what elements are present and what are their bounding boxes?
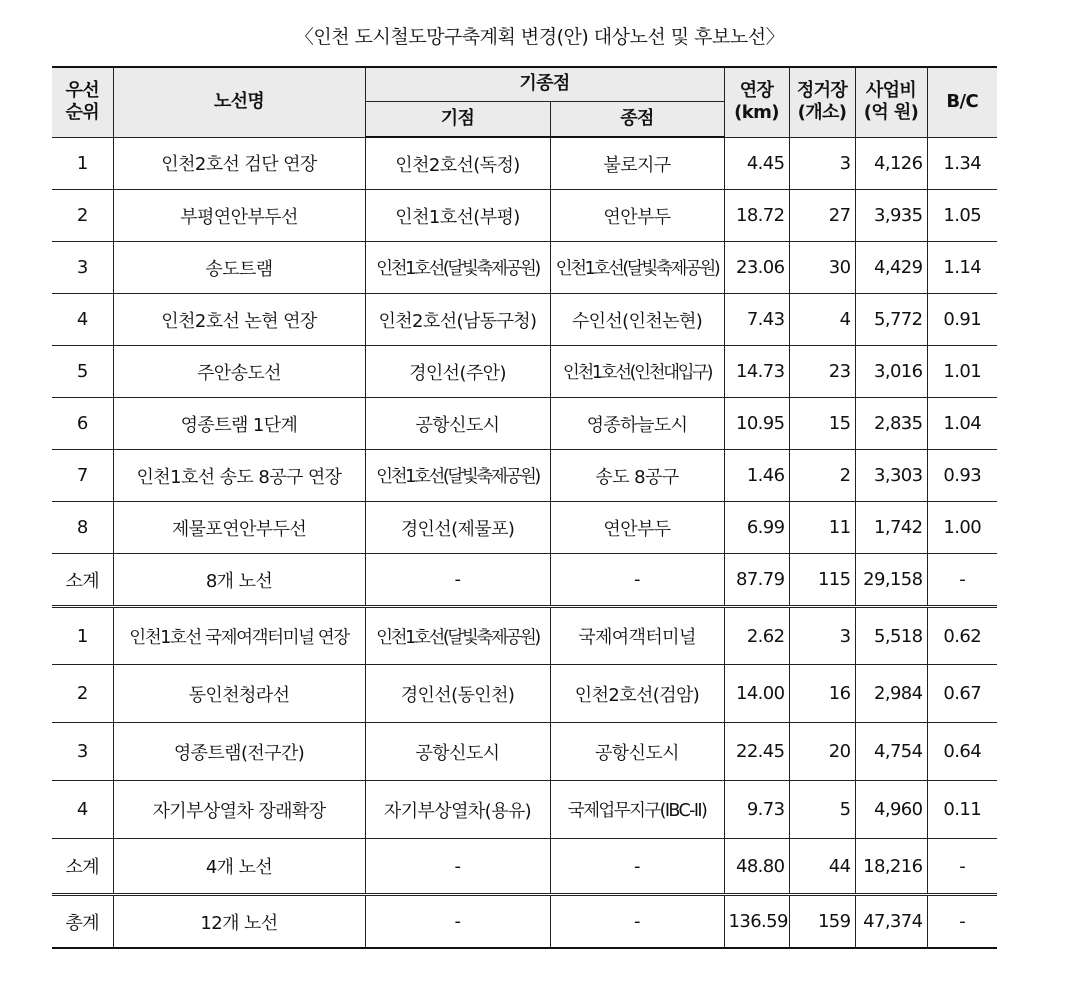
cell-end: 인천2호선(검암)	[550, 665, 724, 723]
cell-cost: 3,016	[855, 346, 927, 398]
table-row	[52, 242, 997, 294]
cell-length: 23.06	[724, 242, 789, 294]
cell-cost: 4,126	[855, 137, 927, 190]
cell-length: 2.62	[724, 607, 789, 665]
cell-stations: 3	[789, 607, 855, 665]
cell-cost: 1,742	[855, 502, 927, 554]
cell-stations: 11	[789, 502, 855, 554]
cell-rank: 소계	[52, 839, 113, 895]
header-cost: 사업비 (억 원)	[855, 67, 927, 137]
cell-end: 국제업무지구(IBC-II)	[550, 781, 724, 839]
cell-bc: 1.14	[927, 242, 997, 294]
cell-cost: 2,984	[855, 665, 927, 723]
table-row	[52, 607, 997, 665]
cell-rank: 6	[52, 398, 113, 450]
cell-stations: 27	[789, 190, 855, 242]
cell-stations: 20	[789, 723, 855, 781]
cell-rank: 2	[52, 665, 113, 723]
table-row	[52, 450, 997, 502]
cell-route: 송도트램	[113, 242, 365, 294]
cell-bc: 0.62	[927, 607, 997, 665]
cell-stations: 115	[789, 554, 855, 607]
cell-stations: 23	[789, 346, 855, 398]
cell-cost: 5,772	[855, 294, 927, 346]
cell-stations: 15	[789, 398, 855, 450]
cell-end: 수인선(인천논현)	[550, 294, 724, 346]
cell-route: 영종트램(전구간)	[113, 723, 365, 781]
cell-start: 공항신도시	[365, 723, 550, 781]
cell-rank: 3	[52, 242, 113, 294]
cell-rank: 8	[52, 502, 113, 554]
cell-length: 9.73	[724, 781, 789, 839]
cell-cost: 3,303	[855, 450, 927, 502]
cell-route: 동인천청라선	[113, 665, 365, 723]
cell-start: 인천1호선(달빛축제공원)	[365, 450, 550, 502]
cell-route: 인천2호선 검단 연장	[113, 137, 365, 190]
cell-end: -	[550, 895, 724, 949]
cell-length: 14.00	[724, 665, 789, 723]
cell-bc: 0.93	[927, 450, 997, 502]
header-endpoints: 기종점	[365, 67, 724, 101]
cell-end: 국제여객터미널	[550, 607, 724, 665]
subtotal-row	[52, 839, 997, 895]
cell-stations: 16	[789, 665, 855, 723]
cell-end: 인천1호선(달빛축제공원)	[550, 242, 724, 294]
cell-cost: 4,754	[855, 723, 927, 781]
table-row	[52, 398, 997, 450]
table-row	[52, 294, 997, 346]
cell-route: 주안송도선	[113, 346, 365, 398]
cell-stations: 44	[789, 839, 855, 895]
table-row	[52, 723, 997, 781]
cell-rank: 소계	[52, 554, 113, 607]
cell-rank: 1	[52, 137, 113, 190]
cell-start: -	[365, 839, 550, 895]
cell-length: 48.80	[724, 839, 789, 895]
cell-bc: 1.04	[927, 398, 997, 450]
cell-cost: 18,216	[855, 839, 927, 895]
cell-end: 연안부두	[550, 190, 724, 242]
cell-cost: 4,960	[855, 781, 927, 839]
cell-route: 자기부상열차 장래확장	[113, 781, 365, 839]
cell-cost: 4,429	[855, 242, 927, 294]
cell-start: 인천2호선(남동구청)	[365, 294, 550, 346]
cell-stations: 4	[789, 294, 855, 346]
cell-length: 87.79	[724, 554, 789, 607]
cell-bc: 1.00	[927, 502, 997, 554]
cell-length: 136.59	[724, 895, 789, 949]
cell-start: -	[365, 895, 550, 949]
cell-bc: 0.11	[927, 781, 997, 839]
cell-length: 18.72	[724, 190, 789, 242]
cell-route: 인천1호선 국제여객터미널 연장	[113, 607, 365, 665]
cell-length: 4.45	[724, 137, 789, 190]
cell-bc: -	[927, 554, 997, 607]
cell-cost: 5,518	[855, 607, 927, 665]
cell-cost: 3,935	[855, 190, 927, 242]
cell-start: -	[365, 554, 550, 607]
table-row	[52, 137, 997, 190]
header-length: 연장 (km)	[724, 67, 789, 137]
cell-bc: 1.01	[927, 346, 997, 398]
table-row	[52, 190, 997, 242]
cell-bc: 1.34	[927, 137, 997, 190]
cell-end: 영종하늘도시	[550, 398, 724, 450]
cell-bc: 0.67	[927, 665, 997, 723]
cell-cost: 47,374	[855, 895, 927, 949]
cell-stations: 5	[789, 781, 855, 839]
cell-bc: 0.64	[927, 723, 997, 781]
cell-start: 경인선(주안)	[365, 346, 550, 398]
cell-stations: 3	[789, 137, 855, 190]
cell-start: 공항신도시	[365, 398, 550, 450]
cell-end: -	[550, 554, 724, 607]
cell-rank: 4	[52, 781, 113, 839]
cell-end: 연안부두	[550, 502, 724, 554]
cell-cost: 29,158	[855, 554, 927, 607]
cell-start: 인천1호선(부평)	[365, 190, 550, 242]
cell-stations: 2	[789, 450, 855, 502]
table-title: 〈인천 도시철도망구축계획 변경(안) 대상노선 및 후보노선〉	[294, 26, 785, 48]
header-end: 종점	[550, 101, 724, 137]
cell-cost: 2,835	[855, 398, 927, 450]
header-bc: B/C	[927, 67, 997, 137]
cell-route: 영종트램 1단계	[113, 398, 365, 450]
cell-route: 인천2호선 논현 연장	[113, 294, 365, 346]
cell-route: 제물포연안부두선	[113, 502, 365, 554]
cell-route: 인천1호선 송도 8공구 연장	[113, 450, 365, 502]
subtotal-row	[52, 554, 997, 607]
cell-length: 10.95	[724, 398, 789, 450]
cell-route: 부평연안부두선	[113, 190, 365, 242]
cell-rank: 4	[52, 294, 113, 346]
cell-start: 인천1호선(달빛축제공원)	[365, 607, 550, 665]
cell-length: 14.73	[724, 346, 789, 398]
cell-end: -	[550, 839, 724, 895]
cell-length: 6.99	[724, 502, 789, 554]
cell-length: 22.45	[724, 723, 789, 781]
cell-start: 경인선(제물포)	[365, 502, 550, 554]
header-rank: 우선 순위	[52, 67, 113, 137]
route-table	[52, 66, 997, 949]
cell-end: 송도 8공구	[550, 450, 724, 502]
cell-route: 12개 노선	[113, 895, 365, 949]
table-row	[52, 665, 997, 723]
cell-rank: 5	[52, 346, 113, 398]
cell-start: 인천2호선(독정)	[365, 137, 550, 190]
cell-route: 4개 노선	[113, 839, 365, 895]
cell-start: 인천1호선(달빛축제공원)	[365, 242, 550, 294]
cell-route: 8개 노선	[113, 554, 365, 607]
cell-bc: 1.05	[927, 190, 997, 242]
cell-length: 7.43	[724, 294, 789, 346]
cell-stations: 30	[789, 242, 855, 294]
cell-stations: 159	[789, 895, 855, 949]
cell-rank: 3	[52, 723, 113, 781]
cell-end: 공항신도시	[550, 723, 724, 781]
cell-rank: 총계	[52, 895, 113, 949]
header-start: 기점	[365, 101, 550, 137]
cell-rank: 2	[52, 190, 113, 242]
cell-bc: -	[927, 839, 997, 895]
table-row	[52, 781, 997, 839]
cell-end: 인천1호선(인천대입구)	[550, 346, 724, 398]
cell-bc: -	[927, 895, 997, 949]
cell-end: 불로지구	[550, 137, 724, 190]
table-row	[52, 346, 997, 398]
header-route: 노선명	[113, 67, 365, 137]
total-row	[52, 895, 997, 949]
cell-bc: 0.91	[927, 294, 997, 346]
cell-start: 경인선(동인천)	[365, 665, 550, 723]
table-row	[52, 502, 997, 554]
cell-rank: 1	[52, 607, 113, 665]
cell-length: 1.46	[724, 450, 789, 502]
cell-rank: 7	[52, 450, 113, 502]
cell-start: 자기부상열차(용유)	[365, 781, 550, 839]
header-stations: 정거장 (개소)	[789, 67, 855, 137]
